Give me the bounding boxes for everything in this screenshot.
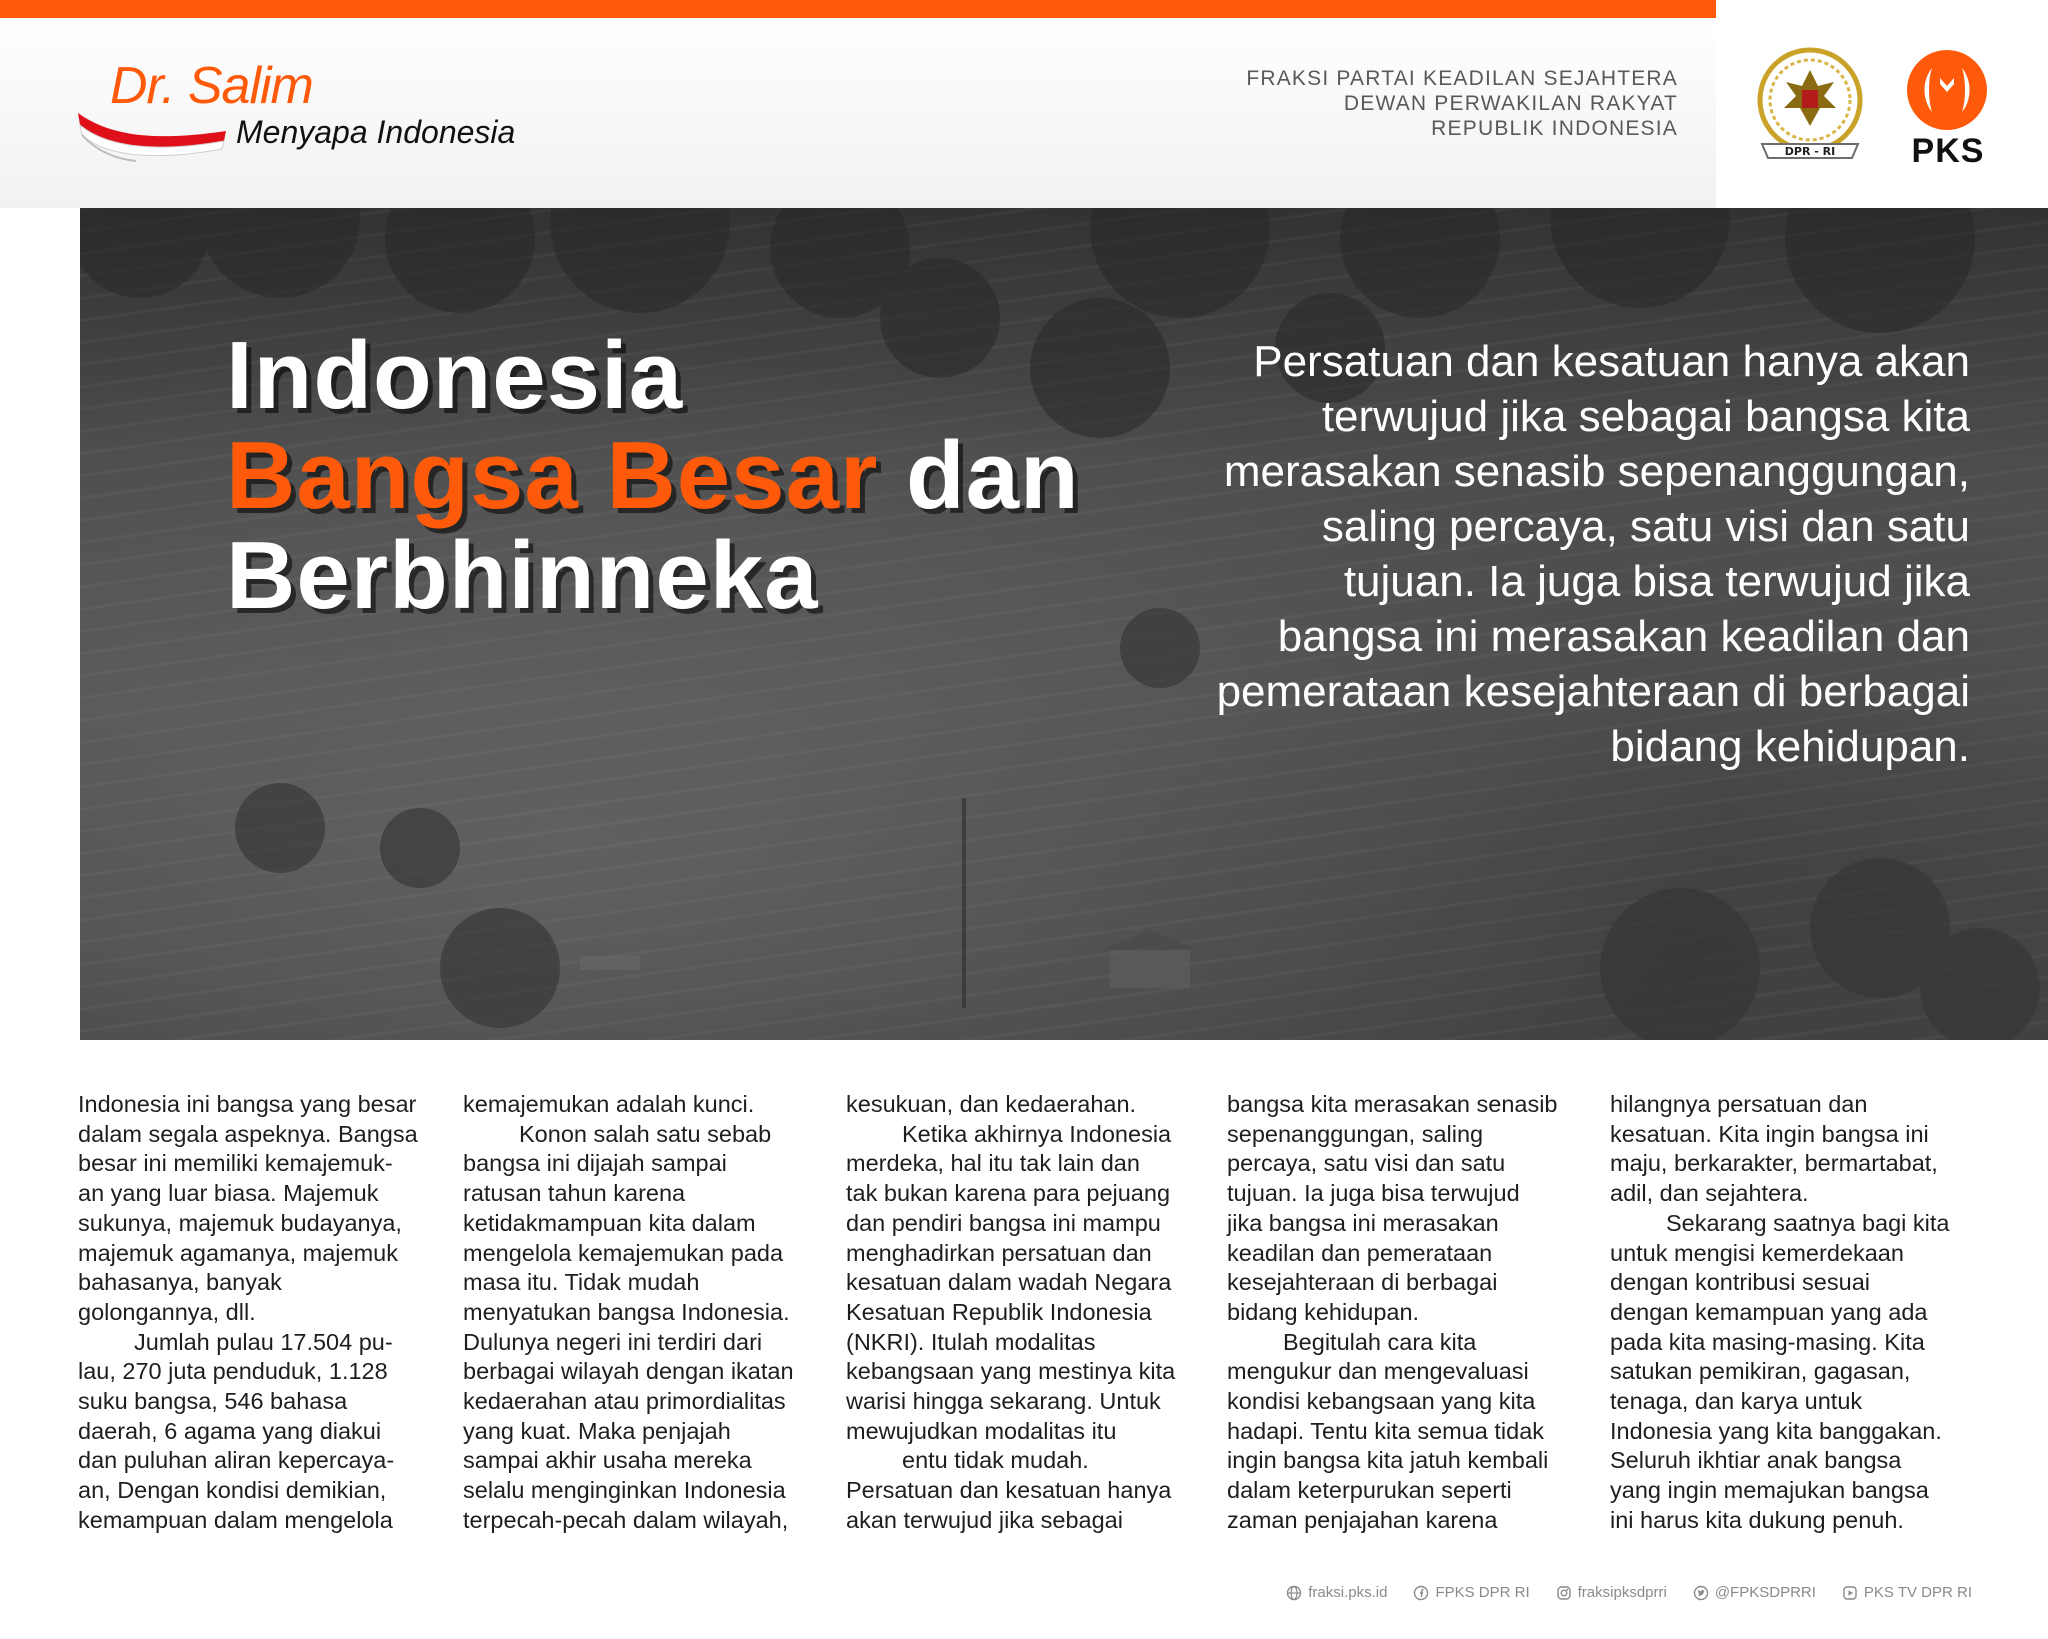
org-line-2: DEWAN PERWAKILAN RAKYAT — [1343, 92, 1678, 115]
facebook-icon — [1413, 1585, 1429, 1601]
globe-icon — [1286, 1585, 1302, 1601]
org-line-3: REPUBLIK INDONESIA — [1431, 117, 1678, 140]
paragraph: bangsa kita merasakan senasib sepenanggungan, saling percaya, satu visi dan satu tujuan. Ia juga bisa terwujud jika bangsa ini merasakan keadilan dan pemerataan kesejahteraan di berbagai bidang kehidupan. — [1227, 1091, 1558, 1325]
paragraph: hilangnya persatuan dan kesatuan. Kita ingin bangsa ini maju, berkarakter, bermartabat, adil, dan sejahtera. — [1610, 1091, 1938, 1207]
brand-subtitle: Menyapa Indonesia — [236, 114, 516, 150]
headline-line-2-rest: dan — [878, 422, 1080, 529]
twitter-icon — [1693, 1585, 1709, 1601]
instagram-icon — [1556, 1585, 1572, 1601]
article-column-4 — [1227, 1090, 1589, 1536]
pull-quote: Persatuan dan kesatuan hanya akan terwujud jika sebagai bangsa kita merasakan senasib sepenanggungan, saling percaya, satu visi dan satu tujuan. Ia juga bisa terwujud jika bangsa ini merasakan keadilan dan pemerataan kesejahteraan di berbagai bidang kehidupan. — [1216, 337, 1970, 771]
organization-name — [1246, 66, 1678, 141]
pks-logo-icon — [1902, 50, 1992, 130]
paragraph: kemajemukan adalah kunci. — [463, 1091, 755, 1117]
brand-title: Dr. Salim — [110, 57, 313, 115]
headline-line-2 — [226, 422, 1080, 529]
brand-logo — [76, 58, 516, 168]
paragraph: Jumlah pulau 17.504 pu- lau, 270 juta penduduk, 1.128 suku bangsa, 546 bahasa daerah, 6 agama yang diakui dan puluhan aliran kepercaya- an, Dengan kondisi demikian, kemampuan dalam mengelola — [78, 1328, 395, 1533]
pks-label: PKS — [1911, 132, 1985, 170]
footer-instagram-label: fraksipksdprri — [1577, 1584, 1667, 1601]
article-body — [78, 1090, 1978, 1540]
paragraph: entu tidak mudah. — [902, 1447, 1089, 1474]
article-column-5 — [1610, 1090, 1972, 1536]
paragraph: Begitulah cara kita mengukur dan mengevaluasi kondisi kebangsaan yang kita hadapi. Tentu kita semua tidak ingin bangsa kita jatuh kembali dalam keterpurukan seperti zaman penjajahan karena — [1227, 1328, 1549, 1533]
social-footer — [1286, 1584, 1972, 1601]
headline-highlight: Bangsa Besar — [226, 422, 879, 529]
footer-facebook-label: FPKS DPR RI — [1435, 1584, 1530, 1601]
footer-youtube[interactable] — [1842, 1584, 1972, 1601]
org-line-1: FRAKSI PARTAI KEADILAN SEJAHTERA — [1246, 67, 1678, 90]
headline — [226, 322, 1080, 629]
paragraph: Konon salah satu sebab bangsa ini dijajah sampai ratusan tahun karena ketidakmampuan kita dalam mengelola kemajemukan pada masa itu. Tidak mudah menyatukan bangsa Indonesia. Dulunya negeri ini terdiri dari berbagai wilayah dengan ikatan kedaerahan atau primordialitas yang kuat. Maka penjajah sampai akhir usaha mereka selalu menginginkan Indonesia terpecah-pecah dalam wilayah, — [463, 1120, 794, 1533]
article-column-1 — [78, 1090, 440, 1536]
youtube-icon — [1842, 1585, 1858, 1601]
headline-line-1: Indonesia — [226, 322, 684, 429]
top-accent-bar — [0, 0, 1716, 18]
footer-twitter[interactable] — [1693, 1584, 1816, 1601]
footer-instagram[interactable] — [1556, 1584, 1667, 1601]
footer-facebook[interactable] — [1413, 1584, 1529, 1601]
paragraph: Indonesia ini bangsa yang besar dalam segala aspeknya. Bangsa besar ini memiliki kemajemuk- an yang luar biasa. Majemuk sukunya, majemuk budayanya, majemuk agamanya, majemuk bahasanya, banyak golongannya, dll. — [78, 1091, 418, 1325]
footer-website[interactable] — [1286, 1584, 1387, 1601]
dpr-emblem-icon — [1748, 46, 1872, 164]
article-column-3 — [846, 1090, 1208, 1536]
paragraph: kesukuan, dan kedaerahan. — [846, 1091, 1137, 1117]
paragraph: Ketika akhirnya Indonesia merdeka, hal itu tak lain dan tak bukan karena para pejuang dan pendiri bangsa ini mampu menghadirkan persatuan dan kesatuan dalam wadah Negara Kesatuan Republik Indonesia (NKRI). Itulah modalitas kebangsaan yang mestinya kita warisi hingga sekarang. Untuk mewujudkan modalitas itu — [846, 1120, 1176, 1444]
headline-line-3: Berbhinneka — [226, 522, 819, 629]
footer-website-label: fraksi.pks.id — [1308, 1584, 1388, 1601]
footer-twitter-label: @FPKSDPRRI — [1714, 1584, 1816, 1601]
emblem-label: DPR - RI — [1784, 145, 1836, 158]
paragraph: Sekarang saatnya bagi kita untuk mengisi kemerdekaan dengan kontribusi sesuai dengan kemampuan yang ada pada kita masing-masing. Kita satukan pemikiran, gagasan, tenaga, dan karya untuk Indonesia yang kita banggakan. Seluruh ikhtiar anak bangsa yang ingin memajukan bangsa ini harus kita dukung penuh. — [1610, 1209, 1950, 1533]
article-column-2 — [463, 1090, 825, 1536]
footer-youtube-label: PKS TV DPR RI — [1863, 1584, 1972, 1601]
hero-banner — [80, 208, 2048, 1040]
paragraph: Persatuan dan kesatuan hanya akan terwujud jika sebagai — [846, 1477, 1172, 1533]
